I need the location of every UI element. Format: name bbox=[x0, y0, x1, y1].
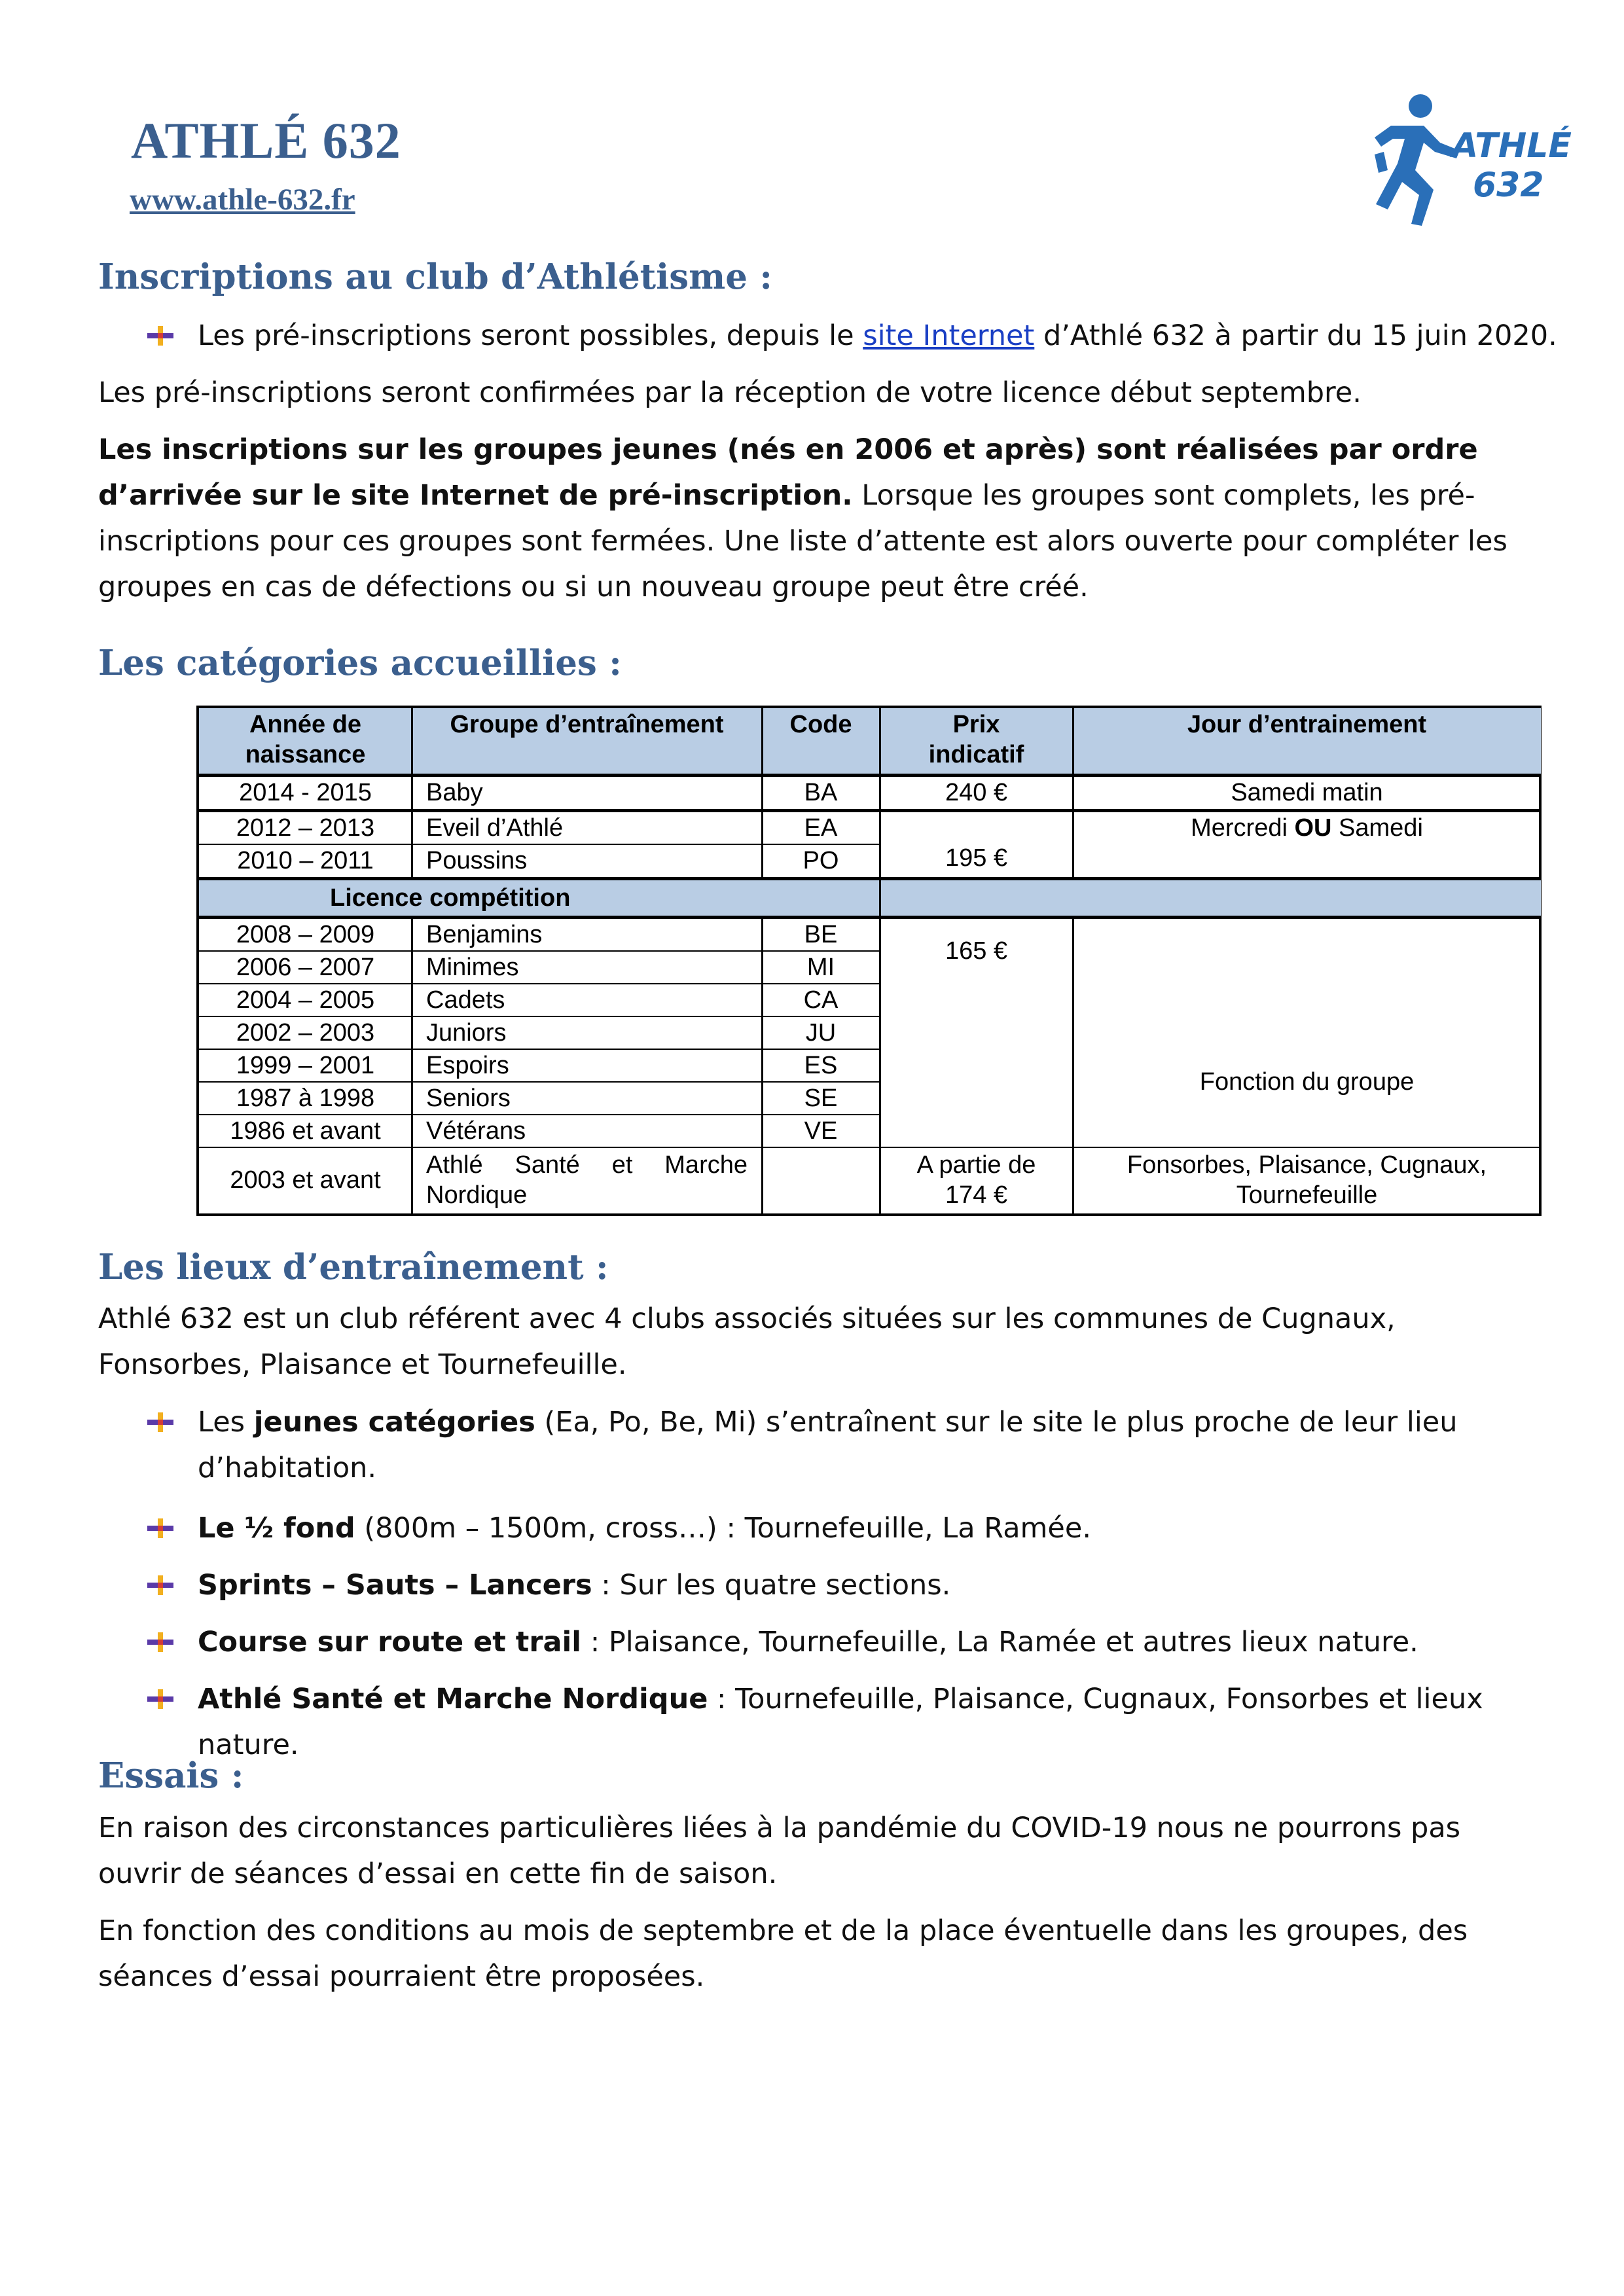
table-row-year: 2004 – 2005 bbox=[236, 986, 375, 1014]
price-ea-po: 195 € bbox=[945, 844, 1008, 872]
table-row-group: Vétérans bbox=[426, 1117, 526, 1145]
header-code: Code bbox=[762, 708, 880, 774]
table-row-group: Poussins bbox=[426, 847, 528, 874]
confirmation-text: Les pré-inscriptions seront confirmées par la réception de votre licence début septembre. bbox=[98, 376, 1362, 409]
arrow-bullet-icon bbox=[147, 1632, 173, 1652]
table-row-code: MI bbox=[806, 954, 835, 981]
table-row-year: 2002 – 2003 bbox=[236, 1019, 375, 1047]
arrow-bullet-icon bbox=[147, 326, 173, 346]
table-row-year: 2010 – 2011 bbox=[237, 847, 374, 874]
lieux-heading: Les lieux d’entraînement : bbox=[98, 1247, 609, 1287]
sante-group: Athlé Santé et Marche Nordique bbox=[426, 1151, 748, 1209]
essais-text-1: En raison des circonstances particulières liées à la pandémie du COVID-19 nous ne pourrons pas ouvrir de séances d’essai en cette fin de saison. bbox=[98, 1812, 1461, 1890]
club-title: ATHLÉ 632 bbox=[131, 112, 401, 169]
table-row-code: VE bbox=[804, 1117, 838, 1145]
essais-heading: Essais : bbox=[98, 1755, 244, 1796]
list-item: Les jeunes catégories (Ea, Po, Be, Mi) s’entraînent sur le site le plus proche de leur lieu d’habitation. bbox=[147, 1399, 1572, 1491]
website-link[interactable]: www.athle-632.fr bbox=[130, 183, 355, 217]
table-row-group: Eveil d’Athlé bbox=[426, 814, 564, 842]
arrow-bullet-icon bbox=[147, 1518, 173, 1538]
table-row-year: 2008 – 2009 bbox=[236, 921, 375, 948]
header-group: Groupe d’entraînement bbox=[412, 708, 762, 774]
header-day: Jour d’entrainement bbox=[1073, 708, 1541, 774]
table-row-group: Juniors bbox=[426, 1019, 507, 1047]
table-row-code: JU bbox=[805, 1019, 837, 1047]
runner-icon bbox=[1362, 92, 1572, 236]
table-row-code: EA bbox=[804, 814, 838, 842]
essais-text-2: En fonction des conditions au mois de septembre et de la place éventuelle dans les groupes, des séances d’essai pourraient être proposées. bbox=[98, 1914, 1468, 1993]
table-row-code: BA bbox=[804, 779, 838, 806]
day-competition: Fonction du groupe bbox=[1199, 1068, 1415, 1096]
site-internet-link[interactable]: site Internet bbox=[863, 319, 1035, 352]
svg-text:632: 632 bbox=[1473, 166, 1544, 205]
table-row-year: 1999 – 2001 bbox=[236, 1052, 375, 1079]
header-year: Année de naissance bbox=[199, 708, 412, 774]
arrow-bullet-icon bbox=[147, 1575, 173, 1595]
table-row-year: 2014 - 2015 bbox=[239, 779, 372, 806]
table-row-code: BE bbox=[804, 921, 838, 948]
table-row-code: ES bbox=[804, 1052, 838, 1079]
categories-table bbox=[196, 706, 1542, 1216]
inscriptions-rules-text: Les inscriptions sur les groupes jeunes (nés en 2006 et après) sont réalisées par ordre d’arrivée sur le site Internet de pré-inscription. Lorsque les groupes sont complets, les pré-inscriptions pour ces groupes sont fermées. Une liste d’attente est alors ouverte pour compléter les groupes en cas de défections ou si un nouveau groupe peut être créé. bbox=[98, 433, 1507, 603]
list-item: Sprints – Sauts – Lancers : Sur les quatre sections. bbox=[147, 1562, 1572, 1608]
table-row-group: Baby bbox=[426, 779, 483, 806]
list-item: Le ½ fond (800m – 1500m, cross…) : Tournefeuille, La Ramée. bbox=[147, 1505, 1572, 1551]
day-ea-po: Mercredi OU Samedi bbox=[1191, 814, 1423, 842]
categories-heading: Les catégories accueillies : bbox=[98, 643, 622, 683]
lieux-intro-text: Athlé 632 est un club référent avec 4 clubs associés situées sur les communes de Cugnaux, Fonsorbes, Plaisance et Tournefeuille. bbox=[98, 1302, 1396, 1381]
table-row-year: 2012 – 2013 bbox=[236, 814, 375, 842]
table-row-group: Benjamins bbox=[426, 921, 543, 948]
table-row-year: 1987 à 1998 bbox=[236, 1085, 375, 1112]
list-item: Les pré-inscriptions seront possibles, depuis le site Internet d’Athlé 632 à partir du 15 juin 2020. bbox=[147, 313, 1572, 359]
table-row-group: Minimes bbox=[426, 954, 519, 981]
table-row-year: 1986 et avant bbox=[230, 1117, 381, 1145]
table-row-code: SE bbox=[804, 1085, 838, 1112]
table-row-group: Espoirs bbox=[426, 1052, 509, 1079]
club-logo bbox=[1362, 92, 1572, 236]
sante-year: 2003 et avant bbox=[230, 1166, 381, 1194]
table-row-year: 2006 – 2007 bbox=[236, 954, 375, 981]
list-item: Course sur route et trail : Plaisance, Tournefeuille, La Ramée et autres lieux nature. bbox=[147, 1619, 1572, 1665]
sante-code bbox=[762, 1147, 880, 1213]
band-filler bbox=[880, 880, 1541, 916]
table-row-group: Cadets bbox=[426, 986, 505, 1014]
arrow-bullet-icon bbox=[147, 1689, 173, 1709]
header-price: Prix indicatif bbox=[880, 708, 1073, 774]
licence-competition-band: Licence compétition bbox=[199, 880, 880, 916]
sante-day: Fonsorbes, Plaisance, Cugnaux, Tournefeuille bbox=[1127, 1151, 1487, 1209]
price-competition: 165 € bbox=[945, 937, 1008, 965]
table-row-code: PO bbox=[803, 847, 839, 874]
list-item: Athlé Santé et Marche Nordique : Tournefeuille, Plaisance, Cugnaux, Fonsorbes et lieux nature. bbox=[147, 1676, 1572, 1768]
table-row-code: CA bbox=[803, 986, 839, 1014]
inscriptions-heading: Inscriptions au club d’Athlétisme : bbox=[98, 257, 772, 297]
sante-price: A partie de 174 € bbox=[916, 1151, 1036, 1209]
arrow-bullet-icon bbox=[147, 1412, 173, 1432]
day-baby: Samedi matin bbox=[1231, 779, 1383, 806]
price-baby: 240 € bbox=[945, 779, 1008, 806]
svg-text:ATHLÉ: ATHLÉ bbox=[1452, 126, 1572, 166]
table-row-group: Seniors bbox=[426, 1085, 511, 1112]
